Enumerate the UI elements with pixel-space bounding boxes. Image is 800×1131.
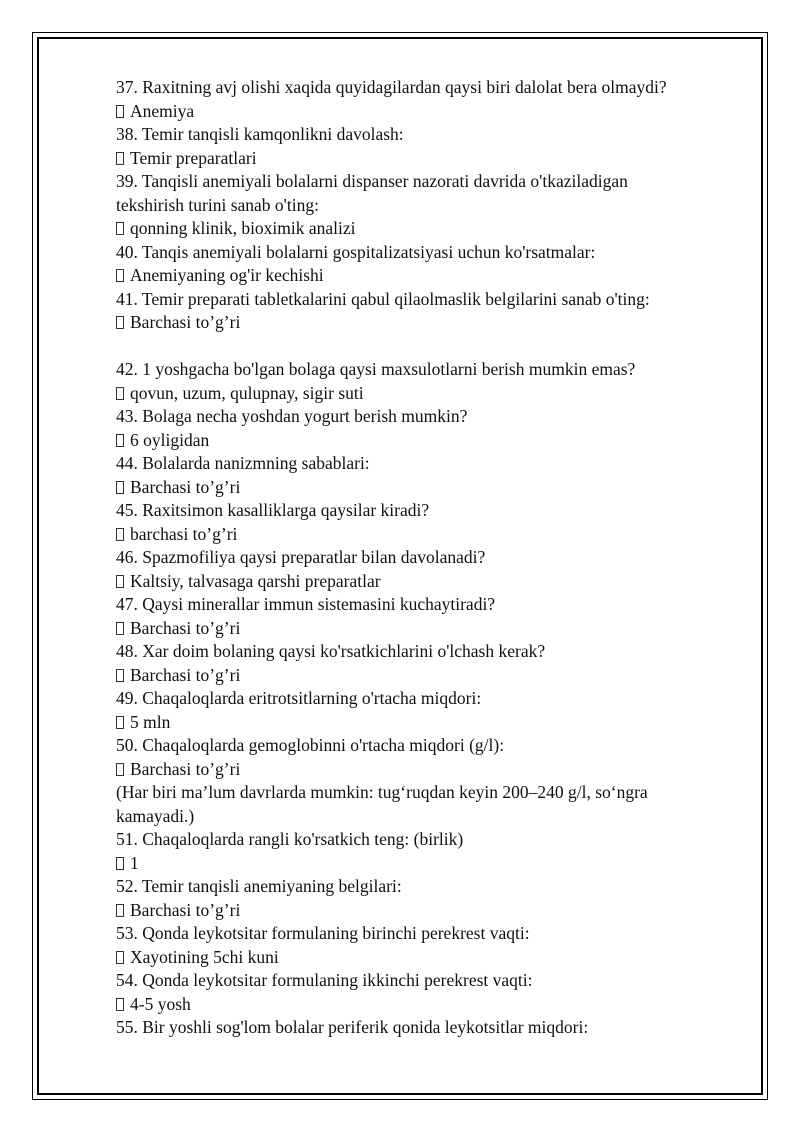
- answer-50: Barchasi to’g’ri: [116, 758, 716, 782]
- question-list: [116, 76, 716, 1040]
- answer-37: Anemiya: [116, 100, 716, 124]
- answer-48: Barchasi to’g’ri: [116, 664, 716, 688]
- checkbox-icon: [116, 152, 124, 165]
- answer-47: Barchasi to’g’ri: [116, 617, 716, 641]
- question-53: 53. Qonda leykotsitar formulaning birinchi perekrest vaqti:: [116, 923, 530, 943]
- checkbox-icon: [116, 481, 124, 494]
- answer-41: Barchasi to’g’ri: [116, 311, 716, 335]
- checkbox-icon: [116, 269, 124, 282]
- checkbox-icon: [116, 951, 124, 964]
- question-49: 49. Chaqaloqlarda eritrotsitlarning o'rtacha miqdori:: [116, 688, 482, 708]
- question-45: 45. Raxitsimon kasalliklarga qaysilar kiradi?: [116, 500, 430, 520]
- question-51: 51. Chaqaloqlarda rangli ko'rsatkich teng: (birlik): [116, 829, 464, 849]
- checkbox-icon: [116, 716, 124, 729]
- question-39: 39. Tanqisli anemiyali bolalarni dispanser nazorati davrida o'tkaziladigan: [116, 171, 628, 191]
- checkbox-icon: [116, 904, 124, 917]
- question-42: 42. 1 yoshgacha bo'lgan bolaga qaysi maxsulotlarni berish mumkin emas?: [116, 359, 636, 379]
- checkbox-icon: [116, 857, 124, 870]
- answer-52: Barchasi to’g’ri: [116, 899, 716, 923]
- answer-45: barchasi to’g’ri: [116, 523, 716, 547]
- checkbox-icon: [116, 434, 124, 447]
- checkbox-icon: [116, 105, 124, 118]
- question-55: 55. Bir yoshli sog'lom bolalar periferik qonida leykotsitlar miqdori:: [116, 1017, 589, 1037]
- checkbox-icon: [116, 316, 124, 329]
- answer-51: 1: [116, 852, 716, 876]
- checkbox-icon: [116, 575, 124, 588]
- question-38: 38. Temir tanqisli kamqonlikni davolash:: [116, 124, 404, 144]
- question-39-cont: tekshirish turini sanab o'ting:: [116, 194, 319, 215]
- checkbox-icon: [116, 763, 124, 776]
- note-50-cont: kamayadi.): [116, 805, 195, 826]
- checkbox-icon: [116, 222, 124, 235]
- answer-46: Kaltsiy, talvasaga qarshi preparatlar: [116, 570, 716, 594]
- question-37: 37. Raxitning avj olishi xaqida quyidagilardan qaysi biri dalolat bera olmaydi?: [116, 77, 667, 97]
- question-54: 54. Qonda leykotsitar formulaning ikkinchi perekrest vaqti:: [116, 970, 533, 990]
- answer-44: Barchasi to’g’ri: [116, 476, 716, 500]
- question-43: 43. Bolaga necha yoshdan yogurt berish mumkin?: [116, 406, 468, 426]
- checkbox-icon: [116, 387, 124, 400]
- checkbox-icon: [116, 622, 124, 635]
- answer-43: 6 oyligidan: [116, 429, 716, 453]
- answer-40: Anemiyaning og'ir kechishi: [116, 264, 716, 288]
- checkbox-icon: [116, 998, 124, 1011]
- answer-38: Temir preparatlari: [116, 147, 716, 171]
- question-50: 50. Chaqaloqlarda gemoglobinni o'rtacha miqdori (g/l):: [116, 735, 505, 755]
- checkbox-icon: [116, 669, 124, 682]
- question-41: 41. Temir preparati tabletkalarini qabul qilaolmaslik belgilarini sanab o'ting:: [116, 288, 650, 309]
- question-48: 48. Xar doim bolaning qaysi ko'rsatkichlarini o'lchash kerak?: [116, 641, 546, 661]
- checkbox-icon: [116, 528, 124, 541]
- question-46: 46. Spazmofiliya qaysi preparatlar bilan davolanadi?: [116, 547, 486, 567]
- answer-42: qovun, uzum, qulupnay, sigir suti: [116, 382, 716, 406]
- spacer: [116, 335, 716, 359]
- question-47: 47. Qaysi minerallar immun sistemasini kuchaytiradi?: [116, 594, 496, 614]
- question-52: 52. Temir tanqisli anemiyaning belgilari:: [116, 876, 402, 896]
- question-44: 44. Bolalarda nanizmning sabablari:: [116, 453, 370, 473]
- answer-39: qonning klinik, bioximik analizi: [116, 217, 716, 241]
- answer-49: 5 mln: [116, 711, 716, 735]
- answer-53: Xayotining 5chi kuni: [116, 946, 716, 970]
- note-50: (Har biri ma’lum davrlarda mumkin: tug‘ruqdan keyin 200–240 g/l, so‘ngra: [116, 782, 648, 802]
- answer-54: 4-5 yosh: [116, 993, 716, 1017]
- question-40: 40. Tanqis anemiyali bolalarni gospitalizatsiyasi uchun ko'rsatmalar:: [116, 241, 596, 262]
